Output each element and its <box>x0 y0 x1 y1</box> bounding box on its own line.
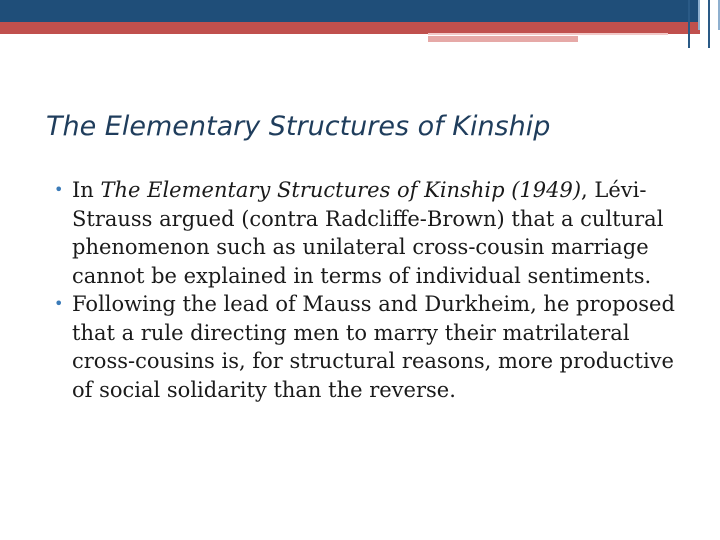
book-title-text: The Elementary Structures of Kinship (1949) <box>100 178 582 202</box>
bullet-list <box>52 176 692 404</box>
header-thin-line <box>428 33 668 35</box>
header-stripe <box>688 0 690 48</box>
bullet-marker: • <box>54 180 64 199</box>
bullet-text-segment: Following the lead of Mauss and Durkheim, he proposed that a rule directing men to marry their matrilateral cross-cousins is, for structural reasons, more productive of social solidarity than the reverse. <box>72 292 675 402</box>
header-accent-light-bar <box>428 36 578 42</box>
bullet-item <box>52 290 692 404</box>
slide-title: The Elementary Structures of Kinship <box>46 111 551 142</box>
header-stripe <box>708 0 710 48</box>
header-stripe <box>698 0 700 30</box>
bullet-text-segment: In <box>72 178 101 202</box>
bullet-marker: • <box>54 294 64 313</box>
bullet-item <box>52 176 692 290</box>
header-bar <box>0 0 700 22</box>
bullet-text-segment: , Lévi-Strauss argued (contra Radcliffe-Brown) that a cultural phenomenon such as unilateral cross-cousin marriage cannot be explained in terms of individual sentiments. <box>72 178 664 288</box>
header-stripes <box>688 0 720 48</box>
